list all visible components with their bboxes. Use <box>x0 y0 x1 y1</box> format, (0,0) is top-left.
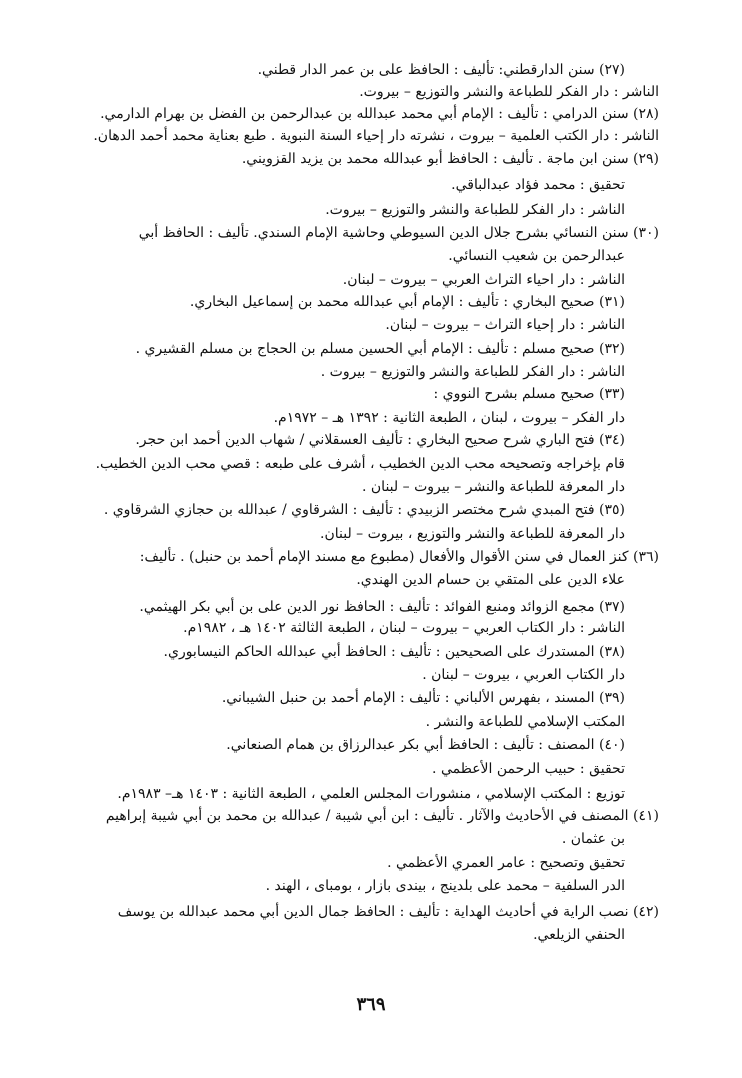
entry-41-editor: تحقيق وتصحيح : عامر العمري الأعظمي . <box>387 855 625 871</box>
entry-40-title: (٤٠) المصنف : تأليف : الحافظ أبي بكر عبدالرزاق بن همام الصنعاني. <box>226 737 625 753</box>
entry-34-title: (٣٤) فتح الباري شرح صحيح البخاري : تأليف العسقلاني / شهاب الدين أحمد ابن حجر. <box>135 432 625 448</box>
entry-30-author: عبدالرحمن بن شعيب النسائي. <box>448 248 625 264</box>
entry-37-title: (٣٧) مجمع الزوائد ومنبع الفوائد : تأليف : الحافظ نور الدين على بن أبي بكر الهيثمي. <box>139 599 625 615</box>
entry-36-author: علاء الدين على المتقي بن حسام الدين الهندي. <box>356 572 625 588</box>
entry-29-editor: تحقيق : محمد فؤاد عبدالباقي. <box>451 177 625 193</box>
entry-42-title: (٤٢) نصب الراية في أحاديث الهداية : تأليف : الحافظ جمال الدين أبي محمد عبدالله بن يوسف <box>117 904 659 920</box>
entry-42-author: الحنفي الزيلعي. <box>533 927 625 943</box>
entry-41-publisher: الدر السلفية – محمد على بلدينج ، بيندى بازار ، بومباى ، الهند . <box>265 878 625 894</box>
entry-27-publisher: الناشر : دار الفكر للطباعة والنشر والتوزيع – بيروت. <box>359 84 659 100</box>
entry-28-publisher: الناشر : دار الكتب العلمية – بيروت ، نشرته دار إحياء السنة النبوية . طبع بعناية محمد أحمد الدهان. <box>93 128 659 144</box>
entry-37-publisher: الناشر : دار الكتاب العربي – بيروت – لبنان ، الطبعة الثالثة ١٤٠٢ هـ ، ١٩٨٢م. <box>183 620 625 636</box>
entry-29-title: (٢٩) سنن ابن ماجة . تأليف : الحافظ أبو عبدالله محمد بن يزيد القزويني. <box>241 151 659 167</box>
entry-38-title: (٣٨) المستدرك على الصحيحين : تأليف : الحافظ أبي عبدالله الحاكم النيسابوري. <box>163 644 625 660</box>
entry-32-publisher: الناشر : دار الفكر للطباعة والنشر والتوزيع – بيروت . <box>320 364 625 380</box>
entry-33-publisher: دار الفكر – بيروت ، لبنان ، الطبعة الثانية : ١٣٩٢ هـ – ١٩٧٢م. <box>273 410 625 426</box>
entry-32-title: (٣٢) صحيح مسلم : تأليف : الإمام أبي الحسين مسلم بن الحجاج بن مسلم القشيري . <box>135 341 625 357</box>
entry-39-publisher: المكتب الإسلامي للطباعة والنشر . <box>425 714 625 730</box>
entry-41-title: (٤١) المصنف في الأحاديث والآثار . تأليف : ابن أبي شيبة / عبدالله بن محمد بن أبي شيبة إبراهيم <box>105 808 659 824</box>
entry-34-editor: قام بإخراجه وتصحيحه محب الدين الخطيب ، أشرف على طبعه : قصي محب الدين الخطيب. <box>95 456 625 472</box>
entry-35-title: (٣٥) فتح المبدي شرح مختصر الزبيدي : تأليف : الشرقاوي / عبدالله بن حجازي الشرقاوي . <box>103 502 625 518</box>
entry-31-title: (٣١) صحيح البخاري : تأليف : الإمام أبي عبدالله محمد بن إسماعيل البخاري. <box>189 294 625 310</box>
page-number: ٣٦٩ <box>356 994 386 1015</box>
entry-30-title: (٣٠) سنن النسائي بشرح جلال الدين السيوطي وحاشية الإمام السندي. تأليف : الحافظ أبي <box>138 225 659 241</box>
entry-29-publisher: الناشر : دار الفكر للطباعة والنشر والتوزيع – بيروت. <box>325 202 625 218</box>
entry-41-author: بن عثمان . <box>561 831 625 847</box>
entry-34-publisher: دار المعرفة للطباعة والنشر – بيروت – لبنان . <box>362 479 625 495</box>
entry-35-publisher: دار المعرفة للطباعة والنشر والتوزيع ، بيروت – لبنان. <box>320 526 625 542</box>
entry-27-title: (٢٧) سنن الدارقطني: تأليف : الحافظ على بن عمر الدار قطني. <box>257 62 625 78</box>
entry-39-title: (٣٩) المسند ، بفهرس الألباني : تأليف : الإمام أحمد بن حنبل الشيباني. <box>221 690 625 706</box>
entry-30-publisher: الناشر : دار احياء التراث العربي – بيروت – لبنان. <box>342 272 625 288</box>
entry-33-title: (٣٣) صحيح مسلم بشرح النووي : <box>433 386 625 402</box>
entry-40-publisher: توزيع : المكتب الإسلامي ، منشورات المجلس العلمي ، الطبعة الثانية : ١٤٠٣ هـ– ١٩٨٣م. <box>117 786 625 802</box>
entry-40-editor: تحقيق : حبيب الرحمن الأعظمي . <box>432 761 625 777</box>
entry-31-publisher: الناشر : دار إحياء التراث – بيروت – لبنان. <box>385 317 625 333</box>
entry-36-title: (٣٦) كنز العمال في سنن الأقوال والأفعال (مطبوع مع مسند الإمام أحمد بن حنبل) . تأليف: <box>139 549 659 565</box>
entry-38-publisher: دار الكتاب العربي ، بيروت – لبنان . <box>422 667 625 683</box>
entry-28-title: (٢٨) سنن الدرامي : تأليف : الإمام أبي محمد عبدالله بن عبدالرحمن بن الفضل بن بهرام الدارمي. <box>100 106 659 122</box>
